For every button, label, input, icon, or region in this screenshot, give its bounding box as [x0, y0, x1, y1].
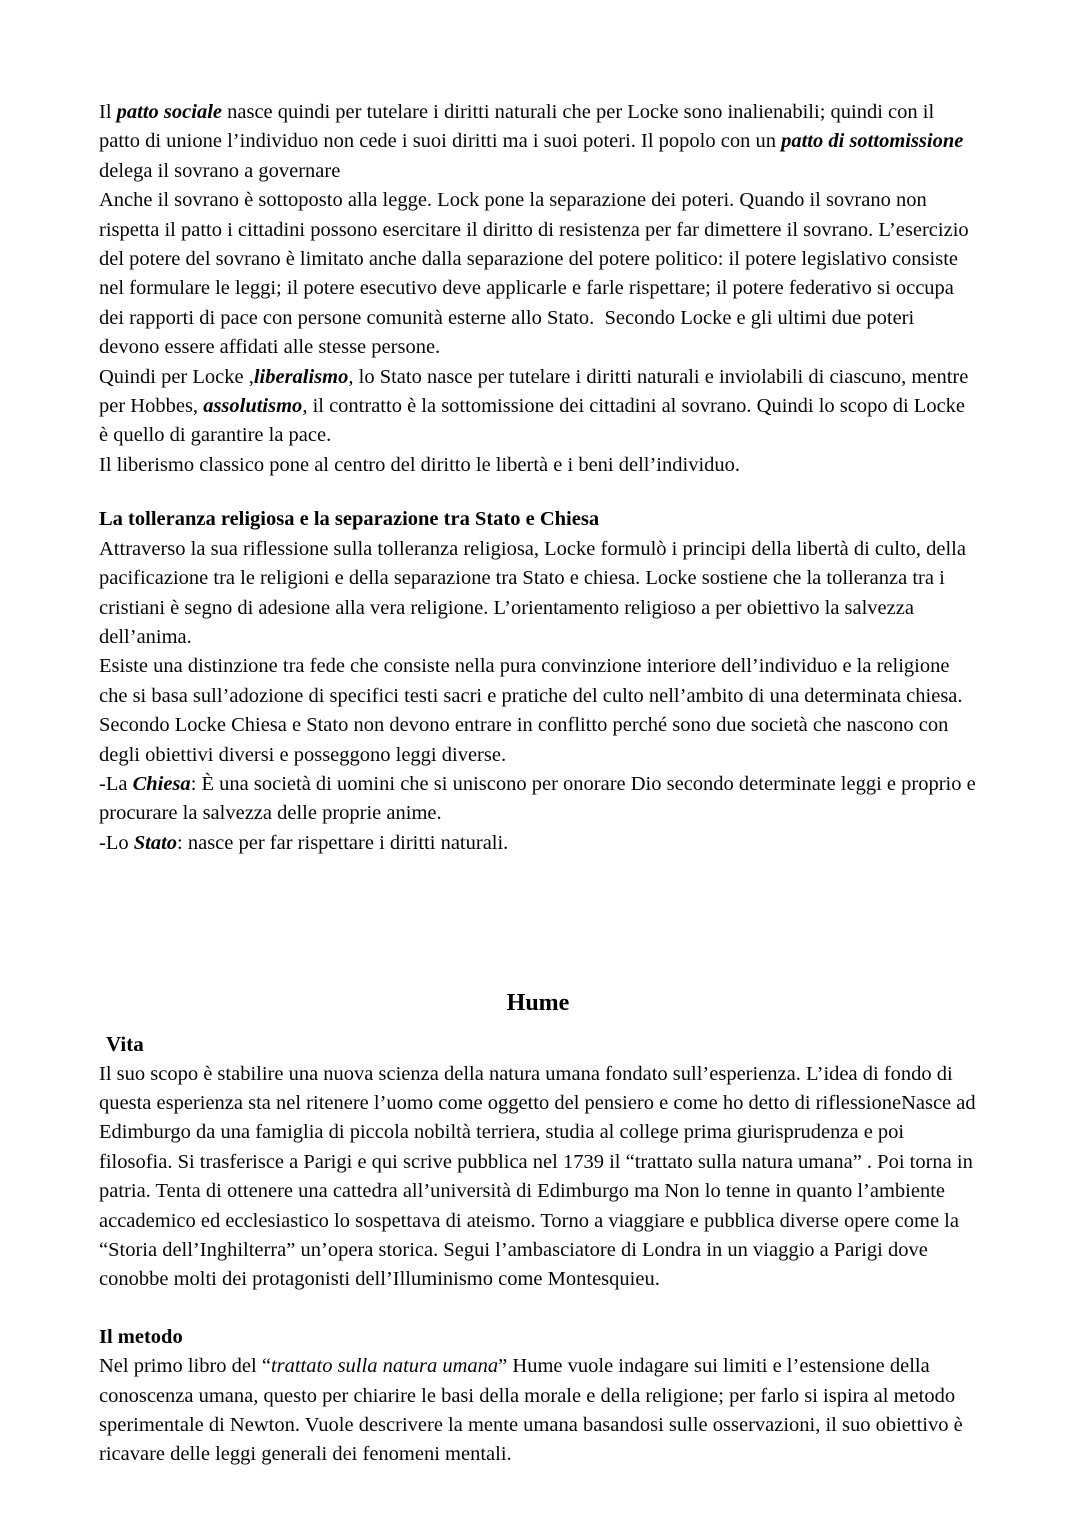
text-fragment: , lo Stato nasce per tutelare i diritti naturali e inviolabili di ciascuno, mentre per Hobbes,: [99, 365, 974, 418]
text-fragment: Nel primo libro del “: [99, 1355, 271, 1378]
emphasis-patto-sociale: patto sociale: [116, 101, 222, 123]
page-content: [99, 98, 981, 1470]
paragraph-separazione-poteri: Anche il sovrano è sottoposto alla legge. Lock pone la separazione dei poteri. Quando il sovrano non rispetta il patto i cittadini possono esercitare il diritto di resistenza per far dimettere il sovrano. L’esercizio del potere del sovrano è limitato anche dalla separazione del potere politico: il potere legislativo consiste nel formulare le leggi; il potere esecutivo deve applicarle e farle rispettare; il potere federativo si occupa dei rapporti di pace con persone comunità esterne allo Stato. Secondo Locke e gli ultimi due poteri devono essere affidati alle stesse persone.: [99, 189, 974, 359]
emphasis-chiesa: Chiesa: [132, 772, 191, 795]
paragraph-chiesa-stato-conflitto: Secondo Locke Chiesa e Stato non devono entrare in conflitto perché sono due società che nascono con degli obiettivi diversi e posseggono leggi diverse.: [99, 714, 954, 766]
paragraph-hume-biografia: Il suo scopo è stabilire una nuova scienza della natura umana fondato sull’esperienza. L’idea di fondo di questa esperienza sta nel ritenere l’uomo come oggetto del pensiero e come ho detto di riflessioneNasce ad Edimburgo da una famiglia di piccola nobiltà terriera, studia al college prima giurisprudenza e poi filosofia. Si trasferisce a Parigi e qui scrive pubblica nel 1739 il “trattato sulla natura umana” . Poi torna in patria. Tenta di ottenere una cattedra all’università di Edimburgo ma Non lo tenne in quanto l’ambiente accademico ed ecclesiastico lo sospettava di ateismo. Torno a viaggiare e pubblica diverse opere come la “Storia dell’Inghilterra” un’opera storica. Segui l’ambasciatore di Londra in un viaggio a Parigi dove conobbe molti dei protagonisti dell’Illuminismo come Montesquieu.: [99, 1062, 981, 1291]
paragraph-il-metodo: [99, 1352, 977, 1470]
list-item-chiesa: [99, 770, 981, 829]
text-fragment: , il contratto è la sottomissione dei cittadini al sovrano. Quindi lo scopo di Locke è quello di garantire la pace.: [99, 395, 971, 447]
text-fragment: : nasce per far rispettare i diritti naturali.: [177, 831, 509, 854]
heading-il-metodo: Il metodo: [99, 1325, 183, 1348]
heading-vita: Vita: [106, 1032, 144, 1057]
list-item-stato: [99, 829, 977, 858]
paragraph-fede-religione: Esiste una distinzione tra fede che consiste nella pura convinzione interiore dell’individuo e la religione che si basa sull’adozione di specifici testi sacri e pratiche del culto nell’ambito di una determinata chiesa.: [99, 655, 963, 707]
section-spacer-metodo: [99, 1295, 977, 1323]
heading-tolleranza-religiosa: La tolleranza religiosa e la separazione tra Stato e Chiesa: [99, 508, 600, 531]
title-spacer: [99, 1018, 977, 1030]
text-fragment: Il: [99, 101, 117, 123]
text-fragment: delega il sovrano a governare: [99, 130, 969, 182]
text-fragment: -Lo: [99, 831, 134, 854]
text-fragment: -La: [99, 772, 133, 795]
paragraph-tolleranza-principi: Attraverso la sua riflessione sulla tolleranza religiosa, Locke formulò i principi della libertà di culto, della pacificazione tra le religioni e della separazione tra Stato e chiesa. Locke sostiene che la tolleranza tra i cristiani è segno di adesione alla vera religione. L’orientamento religioso a per obiettivo la salvezza dell’anima.: [99, 537, 972, 648]
text-fragment: : È una società di uomini che si uniscono per onorare Dio secondo determinate leggi e proprio e procurare la salvezza delle proprie anime.: [99, 772, 981, 825]
emphasis-trattato-natura-umana: trattato sulla natura umana: [270, 1355, 499, 1378]
text-fragment: nasce quindi per tutelare i diritti naturali che per Locke sono inalienabili; quindi con il patto di unione l’individuo non cede i suoi diritti ma i suoi poteri. Il popolo con un: [99, 101, 940, 153]
section-spacer: [99, 480, 977, 505]
emphasis-patto-di-sottomissione: patto di sottomissione: [781, 130, 964, 153]
emphasis-liberalismo: liberalismo: [253, 365, 349, 388]
paragraph-patto-sociale: [99, 98, 977, 186]
emphasis-assolutismo: assolutismo: [203, 395, 303, 418]
page-title-hume: Hume: [506, 990, 570, 1017]
emphasis-stato: Stato: [133, 831, 178, 854]
paragraph-liberalismo-assolutismo: [99, 363, 977, 451]
text-fragment: ” Hume vuole indagare sui limiti e l’estensione della conoscenza umana, questo per chiarire le basi della morale e della religione; per farlo si ispira al metodo sperimentale di Newton. Vuole descrivere la mente umana basandosi sulle osservazioni, il suo obiettivo è ricavare delle leggi generali dei fenomeni mentali.: [99, 1355, 968, 1466]
section-spacer-large: [99, 858, 977, 988]
text-fragment: Quindi per Locke ,: [99, 365, 254, 388]
paragraph-liberismo-classico: Il liberismo classico pone al centro del diritto le libertà e i beni dell’individuo.: [99, 453, 741, 476]
